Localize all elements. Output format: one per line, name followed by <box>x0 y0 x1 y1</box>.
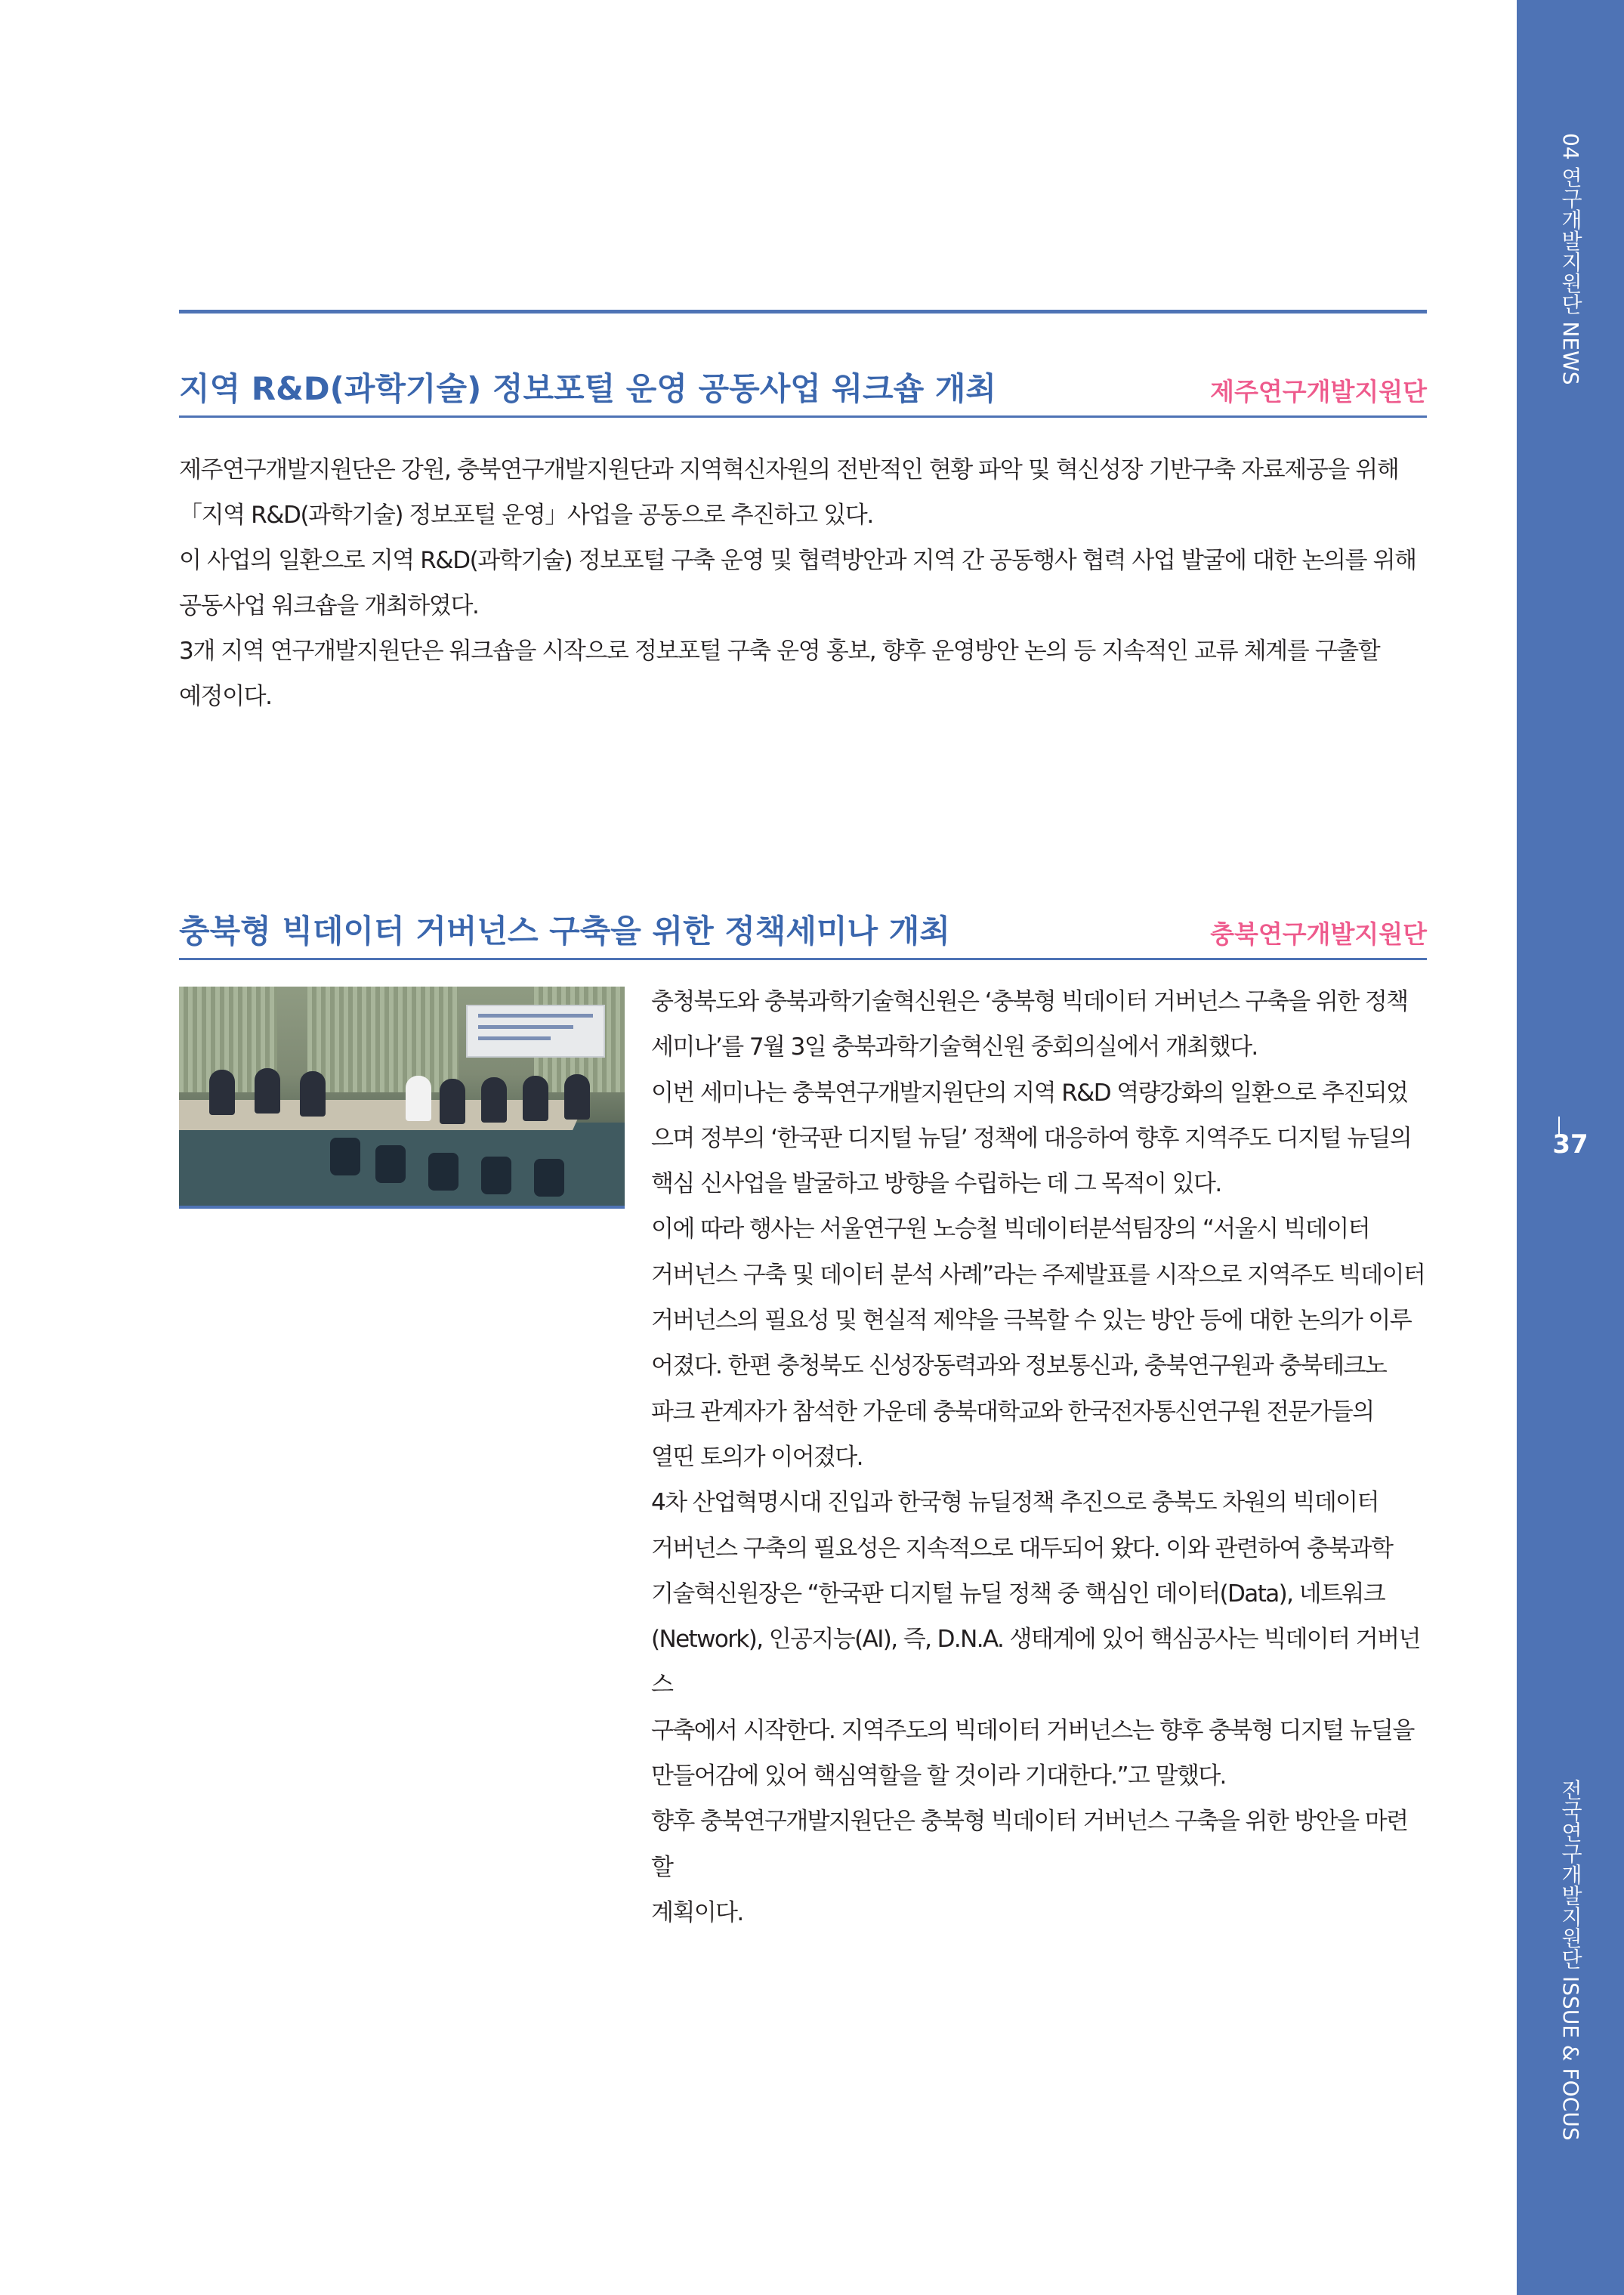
article-1-line: 3개 지역 연구개발지원단은 워크숍을 시작으로 정보포털 구축 운영 홍보, 향후 운영방안 논의 등 지속적인 교류 체계를 구출할 <box>179 638 1380 665</box>
article-2-line: 이번 세미나는 충북연구개발지원단의 지역 R&D 역량강화의 일환으로 추진되었 <box>651 1079 1408 1107</box>
article-2-org: 충북연구개발지원단 <box>1210 919 1427 949</box>
article-2-line: 이에 따라 행사는 서울연구원 노승철 빅데이터분석팀장의 “서울시 빅데이터 <box>651 1215 1369 1243</box>
article-2-line: 핵심 신사업을 발굴하고 방향을 수립하는 데 그 목적이 있다. <box>651 1170 1221 1198</box>
article-2-line: 으며 정부의 ‘한국판 디지털 뉴딜’ 정책에 대응하여 향후 지역주도 디지털 뉴딜의 <box>651 1124 1412 1152</box>
article-1-line: 이 사업의 일환으로 지역 R&D(과학기술) 정보포털 구축 운영 및 협력방안과 지역 간 공동행사 협력 사업 발굴에 대한 논의를 위해 <box>179 547 1416 574</box>
article-1-line: 공동사업 워크숍을 개최하였다. <box>179 592 479 619</box>
article-1-line: 제주연구개발지원단은 강원, 충북연구개발지원단과 지역혁신자원의 전반적인 현황 파악 및 혁신성장 기반구축 자료제공을 위해 <box>179 456 1399 483</box>
article-2-line: 거버넌스 구축의 필요성은 지속적으로 대두되어 왔다. 이와 관련하여 충북과학 <box>651 1534 1393 1562</box>
publication-title: 전국연구개발지원단 ISSUE & FOCUS <box>1558 1779 1583 2141</box>
article-2-line: 거버넌스의 필요성 및 현실적 제약을 극복할 수 있는 방안 등에 대한 논의가 이루 <box>651 1307 1412 1335</box>
article-2-line: 기술혁신원장은 “한국판 디지털 뉴딜 정책 중 핵심인 데이터(Data), 네트워크 <box>651 1580 1385 1608</box>
seminar-photo <box>179 987 625 1209</box>
article-2-line: (Network), 인공지능(AI), 즉, D.N.A. 생태계에 있어 핵심공사는 빅데이터 거버넌스 <box>651 1626 1420 1699</box>
article-2-line: 거버넌스 구축 및 데이터 분석 사례”라는 주제발표를 시작으로 지역주도 빅데이터 <box>651 1261 1425 1289</box>
article-2-line: 향후 충북연구개발지원단은 충북형 빅데이터 거버넌스 구축을 위한 방안을 마련할 <box>651 1808 1408 1881</box>
article-2-line: 어졌다. 한편 충청북도 신성장동력과와 정보통신과, 충북연구원과 충북테크노 <box>651 1352 1387 1380</box>
article-2-line: 만들어감에 있어 핵심역할을 할 것이라 기대한다.”고 말했다. <box>651 1762 1226 1790</box>
article-2-line: 충청북도와 충북과학기술혁신원은 ‘충북형 빅데이터 거버넌스 구축을 위한 정책 <box>651 988 1408 1015</box>
article-1-line: 예정이다. <box>179 683 272 710</box>
article-2-body <box>651 979 1427 1935</box>
article-2-header <box>179 905 1427 960</box>
article-2-line: 열띤 토의가 이어졌다. <box>651 1443 863 1471</box>
article-2-title: 충북형 빅데이터 거버넌스 구축을 위한 정책세미나 개최 <box>179 913 950 950</box>
section-label: 04 연구개발지원단 NEWS <box>1558 133 1583 385</box>
article-1-title: 지역 R&D(과학기술) 정보포털 운영 공동사업 워크숍 개최 <box>179 370 996 407</box>
article-1-header <box>179 363 1427 418</box>
top-divider <box>179 310 1427 314</box>
article-1-body <box>179 447 1427 719</box>
article-2-line: 구축에서 시작한다. 지역주도의 빅데이터 거버넌스는 향후 충북형 디지털 뉴딜을 <box>651 1716 1414 1744</box>
article-1-line: 「지역 R&D(과학기술) 정보포털 운영」사업을 공동으로 추진하고 있다. <box>179 502 873 529</box>
article-2-line: 파크 관계자가 참석한 가운데 충북대학교와 한국전자통신연구원 전문가들의 <box>651 1398 1374 1425</box>
article-2-line: 계획이다. <box>651 1898 743 1926</box>
article-2-line: 4차 산업혁명시대 진입과 한국형 뉴딜정책 추진으로 충북도 차원의 빅데이터 <box>651 1489 1379 1517</box>
article-1-org: 제주연구개발지원단 <box>1210 377 1427 406</box>
article-2-line: 세미나’를 7월 3일 충북과학기술혁신원 중회의실에서 개최했다. <box>651 1033 1258 1061</box>
page-number: 37 <box>1552 1129 1588 1160</box>
